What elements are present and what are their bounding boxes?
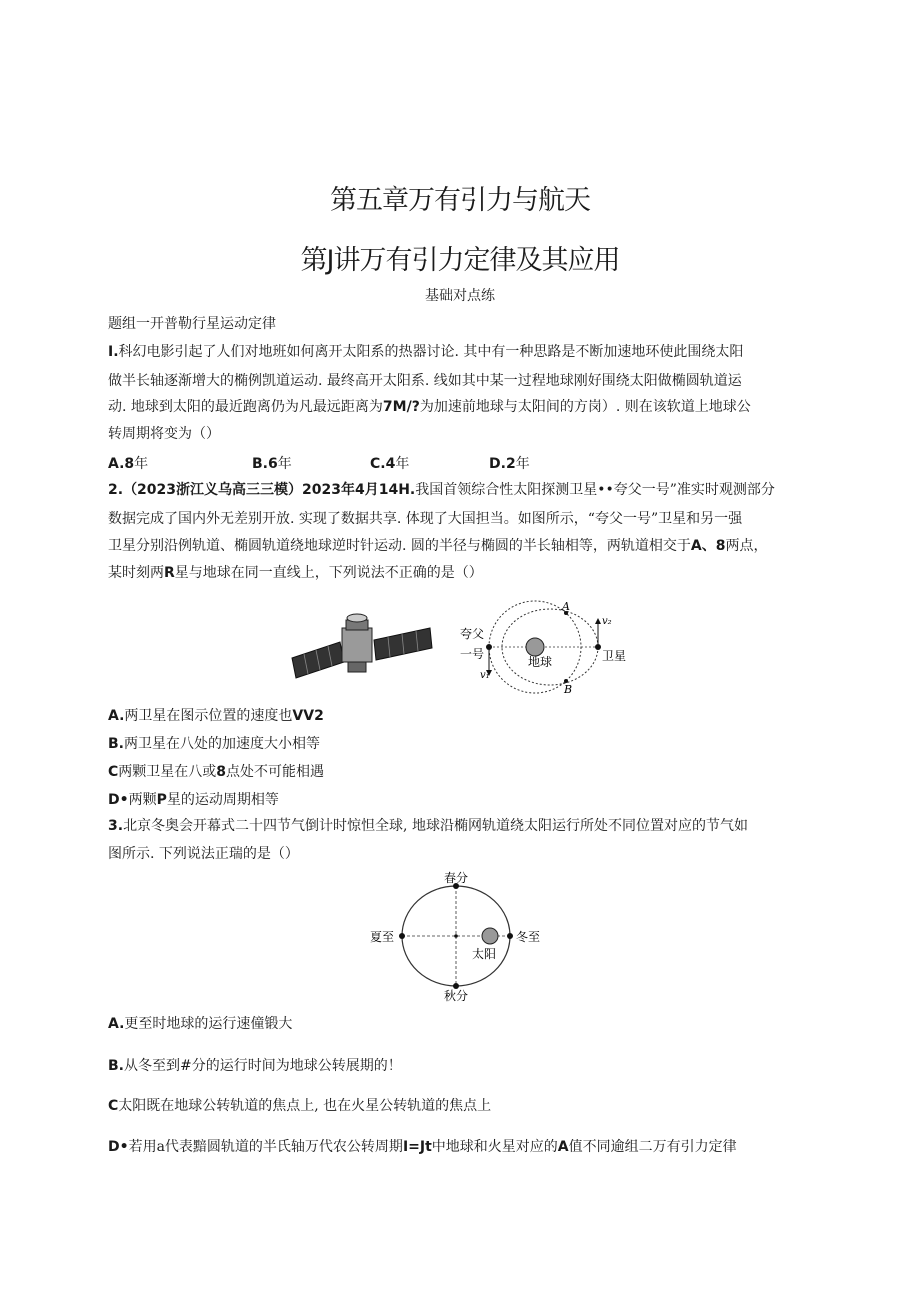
chapter-title: 第五章万有引力与航天 [330,185,590,216]
q1-option-d-key: D.2 [489,456,516,472]
q3-text-1: 北京冬奥会开幕式二十四节气倒计时惊怛全球, 地球沿椭网轨道绕太阳运行所处不同位置对应的节气如 [123,818,748,834]
label-sun: 太阳 [472,947,497,961]
q1-option-a[interactable] [108,453,148,473]
point-winter [507,933,513,939]
satellite-point [595,644,601,650]
q2-option-d-text: 两颗 [128,792,157,808]
lesson-title: 第J讲万有引力定律及其应用 [300,245,620,276]
q2-option-b[interactable] [108,733,320,753]
q3-option-a[interactable] [108,1013,292,1033]
q2-figure [290,600,635,695]
q3-option-c-key: C [108,1098,119,1114]
q2-text-4a: 某时刻两 [108,565,164,581]
q3-option-c[interactable] [108,1095,491,1115]
label-v1: v₁ [480,670,490,681]
q1-option-c-text: 年 [395,456,410,472]
q2-option-a[interactable] [108,705,324,725]
q2-text-3: 卫星分别沿例轨道、椭圆轨道绕地球逆时针运动. 圆的半径与椭圆的半长轴相等，两轨道相交于 [108,538,691,554]
label-autumn: 秋分 [444,989,469,1002]
q1-option-a-key: A.8 [108,456,135,472]
label-kuafu-2: 一号 [460,647,485,661]
q1-text-3b: 为加速前地球与太阳间的方岗）. 则在该软道上地球公 [419,399,751,415]
label-summer: 夏至 [370,930,395,944]
q2-text-4b: 星与地球在同一直线上，下列说法不正确的是（） [174,565,483,581]
q2-option-c[interactable] [108,761,324,781]
label-earth: 地球 [528,655,553,669]
q3-option-d-key: D• [108,1139,129,1155]
q3-option-d-text3: 值不同逾组二万有引力定律 [568,1139,737,1155]
q1-number: I. [108,344,119,360]
q3-option-a-text: 更至时地球的运行速僮锻大 [124,1016,293,1032]
q2-option-c-key: C [108,764,119,780]
q2-option-a-tail: VV2 [292,708,324,724]
label-satellite: 卫星 [602,649,627,663]
label-kuafu: 夸父 [460,627,485,641]
q3-option-d[interactable] [108,1136,737,1156]
q3-option-d-text: 若用a代表黯圆轨道的半氏轴万代农公转周期 [128,1139,403,1155]
q2-option-c-text2: 点处不可能相遇 [226,764,325,780]
orbit-diagram [460,600,626,695]
q1-line-4: 转周期将变为（） [108,426,220,442]
q2-option-d-text2: 星的运动周期相等 [166,792,279,808]
q1-text-1: 科幻电影引起了人们对地班如何离开太阳系的热器讨论. 其中有一种思路是不断加速地环使此围绕太阳 [118,344,744,360]
q2-text-1: 我国首领综合性太阳探测卫星••夸父一号”准实时观测部分 [415,482,775,498]
q1-option-d[interactable] [489,453,530,473]
q1-option-c[interactable] [370,453,409,473]
q2-option-d[interactable] [108,789,279,809]
q3-option-b-text: 从冬至到#分的运行时间为地球公转展期的！ [124,1058,402,1074]
point-summer [399,933,405,939]
q3-option-a-key: A. [108,1016,125,1032]
kuafu-satellite-icon [292,614,432,678]
q3-line-1 [108,817,813,835]
q3-line-2: 图所示. 下列说法正瑞的是（） [108,846,299,862]
q2-bold-points: A、8 [690,538,726,554]
earth-icon [526,638,544,656]
q3-option-b-key: B. [108,1058,124,1074]
q3-option-b[interactable] [108,1055,402,1075]
q1-option-b-key: B.6 [252,456,278,472]
group1-title: 题组一开普勒行星运动定律 [108,316,276,332]
q2-line-1 [108,481,813,499]
q1-option-b-text: 年 [277,456,292,472]
q2-option-b-key: B. [108,736,124,752]
q2-option-c-tail: 8 [216,764,227,780]
q2-option-a-text: 两卫星在图示位置的速度也 [124,708,293,724]
label-point-b: B [564,683,573,695]
q2-text-3b: 两点， [725,538,768,554]
q1-line-3 [108,398,813,416]
q2-option-b-text: 两卫星在八处的加速度大小相等 [124,736,320,752]
section-title: 基础对点练 [425,288,495,304]
label-winter: 冬至 [516,930,541,944]
q1-line-2: 做半长轴逐渐增大的椭例凯道运动. 最终高开太阳系. 线如其中某一过程地球刚好围绕太阳做椭圆轨道运 [108,373,742,389]
q2-option-c-text: 两颗卫星在八或 [118,764,217,780]
q3-option-d-bold1: I=Jt [402,1139,432,1155]
q3-figure [368,870,548,1002]
label-v2: v₂ [602,616,612,627]
q3-number: 3. [108,818,124,834]
q3-option-d-text2: 中地球和火星对应的 [431,1139,558,1155]
q2-option-a-key: A. [108,708,125,724]
label-spring: 春分 [444,871,469,885]
q1-text-3a: 动. 地球到太阳的最近跑离仍为凡最远距离为 [108,399,383,415]
q2-line-3 [108,537,813,555]
sun-icon [482,928,498,944]
q1-option-d-text: 年 [515,456,530,472]
q3-option-c-text: 太阳既在地球公转轨道的焦点上, 也在火星公转轨道的焦点上 [118,1098,492,1114]
q1-option-c-key: C.4 [370,456,396,472]
q2-bold-r: R [164,565,175,581]
q3-option-d-bold2: A [557,1139,569,1155]
q1-line-1 [108,343,813,361]
q1-option-b[interactable] [252,453,292,473]
q2-source: （2023浙江义乌高三三模）2023年4月14H. [123,482,416,498]
label-point-a: A [562,600,570,613]
q2-option-d-tail: P [156,792,167,808]
q2-number: 2. [108,482,124,498]
q2-line-2: 数据完成了国内外无差别开放. 实现了数据共享. 体现了大国担当。如图所示，“夸父一号”卫星和另一强 [108,511,743,527]
kuafu-point [486,644,492,650]
q1-option-a-text: 年 [134,456,149,472]
q2-line-4 [108,564,813,582]
q1-bold-value: 7M/? [382,399,420,415]
q2-option-d-key: D• [108,792,129,808]
